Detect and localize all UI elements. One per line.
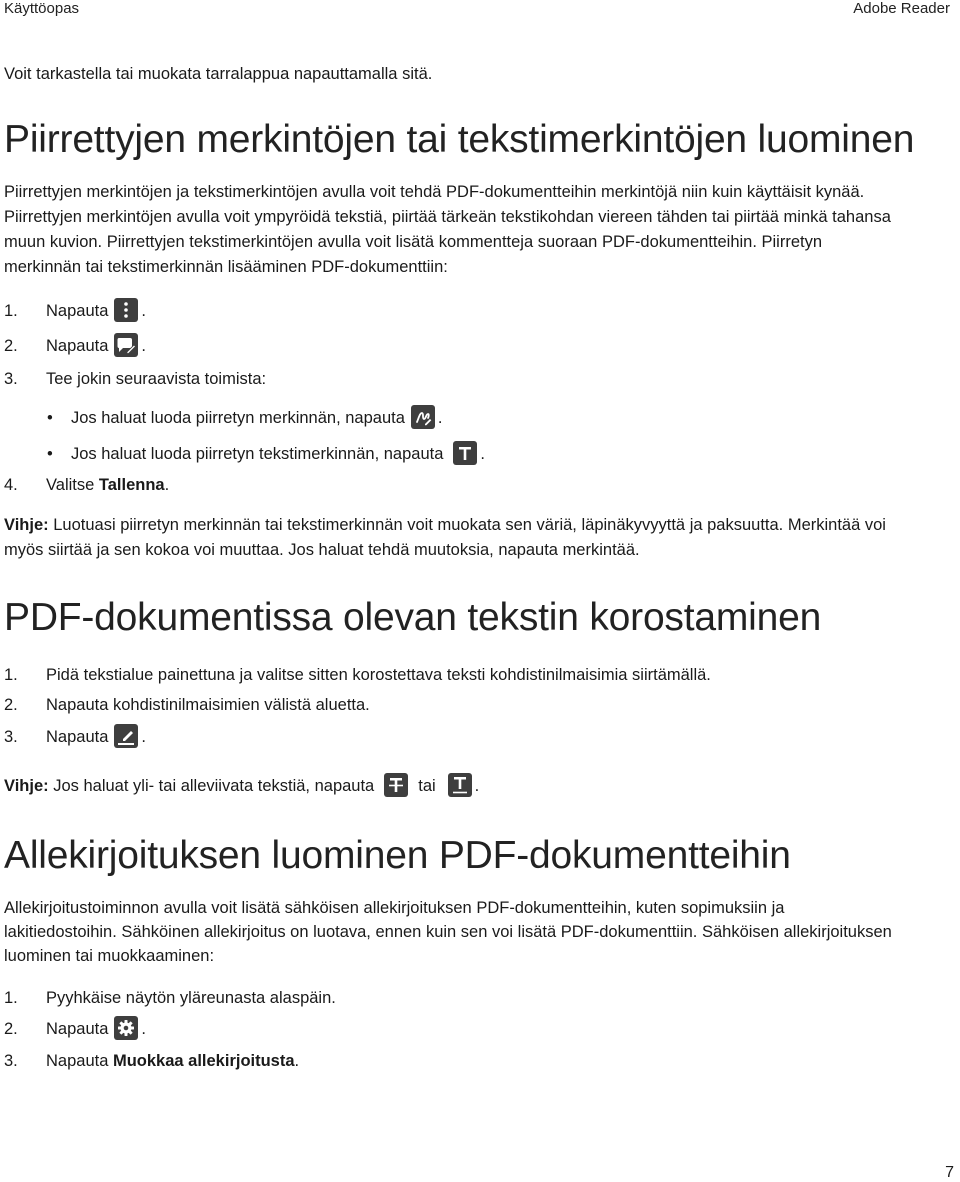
section3-para-line: luominen tai muokkaaminen: xyxy=(4,947,215,965)
overflow-menu-icon xyxy=(114,298,138,322)
step-bold-text: Tallenna xyxy=(98,476,165,494)
header-app-name: Adobe Reader xyxy=(853,0,950,17)
freehand-draw-icon xyxy=(411,405,435,429)
tip-label: Vihje: xyxy=(4,777,49,795)
tip-period: . xyxy=(474,777,480,795)
section-title-highlight: PDF-dokumentissa olevan tekstin korostaminen xyxy=(4,596,822,639)
step-number: 1. xyxy=(4,666,18,684)
section3-para-line: Allekirjoitustoiminnon avulla voit lisätä sähköisen allekirjoituksen PDF-dokumentteihin, kuten sopimuksiin ja xyxy=(4,899,785,917)
tip-text: Jos haluat yli- tai alleviivata tekstiä, napauta xyxy=(48,777,375,795)
step-number: 3. xyxy=(4,1052,18,1070)
tip-label: Vihje: xyxy=(4,516,49,534)
tip-connector: tai xyxy=(418,777,436,795)
bullet-dot: • xyxy=(47,445,53,463)
step-item xyxy=(4,692,370,718)
section-title-annotations: Piirrettyjen merkintöjen tai tekstimerkintöjen luominen xyxy=(4,118,915,161)
page-number: 7 xyxy=(945,1164,954,1181)
step-item xyxy=(4,724,146,750)
step-period: . xyxy=(141,728,146,746)
step-period: . xyxy=(294,1052,300,1070)
underline-icon xyxy=(448,773,472,797)
step-text: Pyyhkäise näytön yläreunasta alaspäin. xyxy=(46,989,336,1007)
step-period: . xyxy=(164,476,170,494)
settings-icon xyxy=(114,1016,138,1040)
step-period: . xyxy=(141,302,146,320)
bullet-period: . xyxy=(480,445,485,463)
step-text: Napauta kohdistinilmaisimien välistä aluetta. xyxy=(46,696,370,714)
bullet-period: . xyxy=(437,409,443,427)
section3-para-line: lakitiedostoihin. Sähköinen allekirjoitus on luotava, ennen kuin sen voi lisätä PDF-dokumenttiin. Sähköisen allekirjoituksen xyxy=(4,923,892,941)
step-period: . xyxy=(141,337,146,355)
step-text: Napauta xyxy=(46,1052,113,1070)
bullet-text: Jos haluat luoda piirretyn tekstimerkinnän, napauta xyxy=(71,445,444,463)
tip-line: myös siirtää ja sen kokoa voi muuttaa. Jos haluat tehdä muutoksia, napauta merkintää. xyxy=(4,541,640,559)
step-bold-text: Muokkaa allekirjoitusta xyxy=(112,1052,295,1070)
step-text: Napauta xyxy=(46,337,109,355)
step-item xyxy=(4,1016,146,1042)
tip-line xyxy=(4,773,954,799)
annotate-icon xyxy=(114,333,138,357)
strikethrough-icon xyxy=(384,773,408,797)
step-text: Napauta xyxy=(46,728,109,746)
intro-line: Voit tarkastella tai muokata tarralappua napauttamalla sitä. xyxy=(4,65,433,83)
header-doc-title: Käyttöopas xyxy=(4,0,80,17)
bullet-dot: • xyxy=(47,409,53,427)
bullet-item xyxy=(47,441,485,467)
section1-para-line: Piirrettyjen merkintöjen avulla voit ympyröidä tekstiä, piirtää tärkeän tekstikohdan viereen tähden tai piirtää minkä tahansa xyxy=(4,208,891,226)
tip-line xyxy=(4,513,954,538)
step-number: 2. xyxy=(4,337,18,355)
step-period: . xyxy=(141,1020,146,1038)
step-item xyxy=(4,366,266,392)
step-number: 2. xyxy=(4,1020,18,1038)
section1-para-line: merkinnän tai tekstimerkinnän lisääminen PDF-dokumenttiin: xyxy=(4,258,448,276)
highlight-icon xyxy=(114,724,138,748)
section1-para-line: muun kuvion. Piirrettyjen tekstimerkintöjen avulla voit lisätä kommentteja suoraan PDF-dokumentteihin. Piirretyn xyxy=(4,233,823,251)
step-number: 3. xyxy=(4,370,18,388)
bullet-text: Jos haluat luoda piirretyn merkinnän, napauta xyxy=(71,409,405,427)
step-item xyxy=(4,298,146,324)
step-item xyxy=(4,662,711,688)
section1-para-line: Piirrettyjen merkintöjen ja tekstimerkintöjen avulla voit tehdä PDF-dokumentteihin merkintöjä niin kuin käyttäisit kynää. xyxy=(4,183,865,201)
step-item xyxy=(4,333,146,359)
step-text: Napauta xyxy=(46,1020,109,1038)
step-number: 1. xyxy=(4,302,18,320)
step-item xyxy=(4,1048,299,1074)
step-number: 1. xyxy=(4,989,18,1007)
step-text: Pidä tekstialue painettuna ja valitse sitten korostettava teksti kohdistinilmaisimia siirtämällä. xyxy=(46,666,711,684)
step-text: Valitse xyxy=(46,476,99,494)
step-item xyxy=(4,472,169,498)
step-number: 3. xyxy=(4,728,18,746)
step-text: Tee jokin seuraavista toimista: xyxy=(46,370,267,388)
step-number: 2. xyxy=(4,696,18,714)
bullet-item xyxy=(47,405,442,431)
step-text: Napauta xyxy=(46,302,109,320)
step-item xyxy=(4,985,336,1011)
text-annotation-icon xyxy=(453,441,477,465)
tip-text: Luotuasi piirretyn merkinnän tai tekstimerkinnän voit muokata sen väriä, läpinäkyvyyttä ja paksuutta. Merkintää voi xyxy=(48,516,886,534)
step-number: 4. xyxy=(4,476,18,494)
section-title-signature: Allekirjoituksen luominen PDF-dokumentteihin xyxy=(4,834,791,877)
